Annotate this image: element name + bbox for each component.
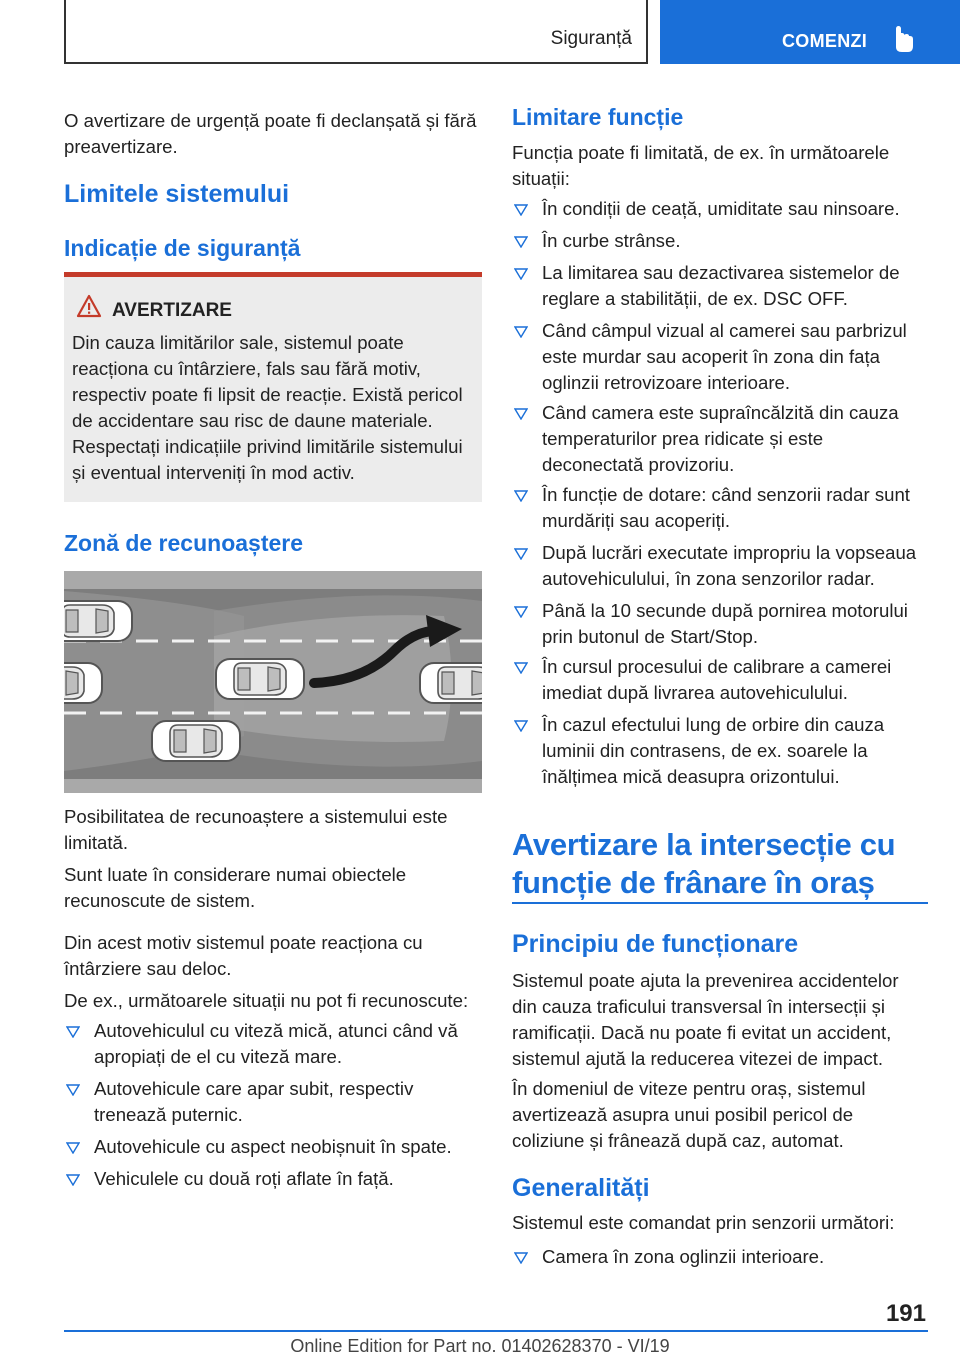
heading-system-limits: Limitele sistemului	[64, 180, 290, 208]
triangle-bullet-icon	[514, 490, 528, 502]
triangle-bullet-icon	[514, 326, 528, 338]
intro-paragraph: O avertizare de urgență poate fi declanșată și fără preavertizare.	[64, 110, 477, 157]
list-item-text: Camera în zona oglinzii interioare.	[542, 1246, 825, 1267]
triangle-bullet-icon	[514, 548, 528, 560]
triangle-bullet-icon	[514, 1252, 528, 1264]
heading-detection-zone: Zonă de recunoaștere	[64, 530, 304, 556]
warning-box	[64, 272, 482, 502]
warning-text: Din cauza limitărilor sale, sistemul poate reacționa cu întârziere, fals sau fără motiv, respectiv poate fi lipsit de reacție. Există pericol de accidentare sau risc de daune materiale. Respectați indicațiile privind limitările sistemului și eventual interveniți în mod activ.	[72, 332, 463, 483]
heading-underline	[512, 902, 928, 904]
header-section-title: Siguranță	[550, 28, 632, 49]
warning-title: AVERTIZARE	[112, 300, 232, 321]
header-tab-label: COMENZI	[782, 31, 868, 51]
list-item-text: Când camera este supraîncălzită din cauza temperaturilor prea ridicate și este deconectată provizoriu.	[542, 402, 899, 475]
triangle-bullet-icon	[66, 1142, 80, 1154]
triangle-bullet-icon	[66, 1174, 80, 1186]
detection-zone-illustration	[64, 571, 482, 793]
heading-safety-note: Indicație de siguranță	[64, 235, 301, 261]
triangle-bullet-icon	[514, 268, 528, 280]
paragraph-delayed-reaction: Din acest motiv sistemul poate reacționa cu întârziere sau deloc.	[64, 932, 423, 979]
list-item-text: Până la 10 secunde după pornirea motorului prin butonul de Start/Stop.	[542, 600, 908, 647]
list-item-text: La limitarea sau dezactivarea sistemelor de reglare a stabilității, de ex. DSC OFF.	[542, 262, 900, 309]
triangle-bullet-icon	[514, 606, 528, 618]
header-section-box	[64, 0, 648, 64]
list-item-text: În cazul efectului lung de orbire din cauza luminii din contrasens, de ex. soarele la înălțimea mică deasupra orizontului.	[542, 714, 885, 787]
triangle-bullet-icon	[514, 236, 528, 248]
list-item-text: Vehiculele cu două roți aflate în față.	[94, 1168, 394, 1189]
list-item-text: După lucrări executate impropriu la vopseaua autovehiculului, în zona senzorilor radar.	[542, 542, 917, 589]
list-item-text: Autovehicule care apar subit, respectiv trenează puternic.	[94, 1078, 414, 1125]
header-tab-commands[interactable]	[660, 0, 960, 64]
footer-edition: Online Edition for Part no. 01402628370 - VI/19	[290, 1336, 670, 1356]
list-item-text: În cursul procesului de calibrare a camerei imediat după livrarea autovehiculului.	[542, 656, 892, 703]
footer-rule	[64, 1330, 928, 1332]
list-item-text: În curbe strânse.	[542, 230, 681, 251]
triangle-bullet-icon	[514, 662, 528, 674]
heading-operating-principle: Principiu de funcționare	[512, 930, 799, 958]
list-item-text: În condiții de ceață, umiditate sau ninsoare.	[542, 198, 900, 219]
paragraph-principle-2: În domeniul de viteze pentru oraș, sistemul avertizează asupra unui posibil pericol de coliziune și frânează după caz, automat.	[512, 1078, 866, 1151]
heading-intersection-warning: Avertizare la intersecție cu funcție de frânare în oraș	[512, 827, 896, 900]
heading-general: Generalități	[512, 1174, 650, 1202]
warning-bar	[64, 272, 482, 277]
list-item-text: Autovehicule cu aspect neobișnuit în spate.	[94, 1136, 452, 1157]
paragraph-general: Sistemul este comandat prin senzorii următori:	[512, 1212, 895, 1233]
list-item-text: Când câmpul vizual al camerei sau parbrizul este murdar sau acoperit în zona din fața oglinzii retrovizoare interioare.	[542, 320, 907, 393]
paragraph-examples: De ex., următoarele situații nu pot fi recunoscute:	[64, 990, 469, 1011]
triangle-bullet-icon	[514, 204, 528, 216]
pointing-hand-icon	[893, 25, 915, 53]
triangle-bullet-icon	[66, 1084, 80, 1096]
page-number: 191	[885, 1300, 926, 1327]
paragraph-limit-intro: Funcția poate fi limitată, de ex. în următoarele situații:	[512, 142, 890, 189]
warning-triangle-icon	[76, 294, 102, 318]
triangle-bullet-icon	[514, 720, 528, 732]
paragraph-principle-1: Sistemul poate ajuta la prevenirea accidentelor din cauza traficului transversal în intersecții și ramificații. Dacă nu poate fi evitat un accident, sistemul ajută la reducerea vitezei de impact.	[512, 970, 899, 1069]
list-item-text: Autovehiculul cu viteză mică, atunci când vă apropiați de el cu viteză mare.	[94, 1020, 458, 1067]
list-item-text: În funcție de dotare: când senzorii radar sunt murdăriți sau acoperiți.	[542, 484, 910, 531]
heading-function-limit: Limitare funcție	[512, 104, 684, 130]
paragraph-recognition-limited: Posibilitatea de recunoaștere a sistemului este limitată.	[64, 806, 448, 853]
paragraph-recognized-objects: Sunt luate în considerare numai obiectele recunoscute de sistem.	[64, 864, 407, 911]
triangle-bullet-icon	[514, 408, 528, 420]
triangle-bullet-icon	[66, 1026, 80, 1038]
